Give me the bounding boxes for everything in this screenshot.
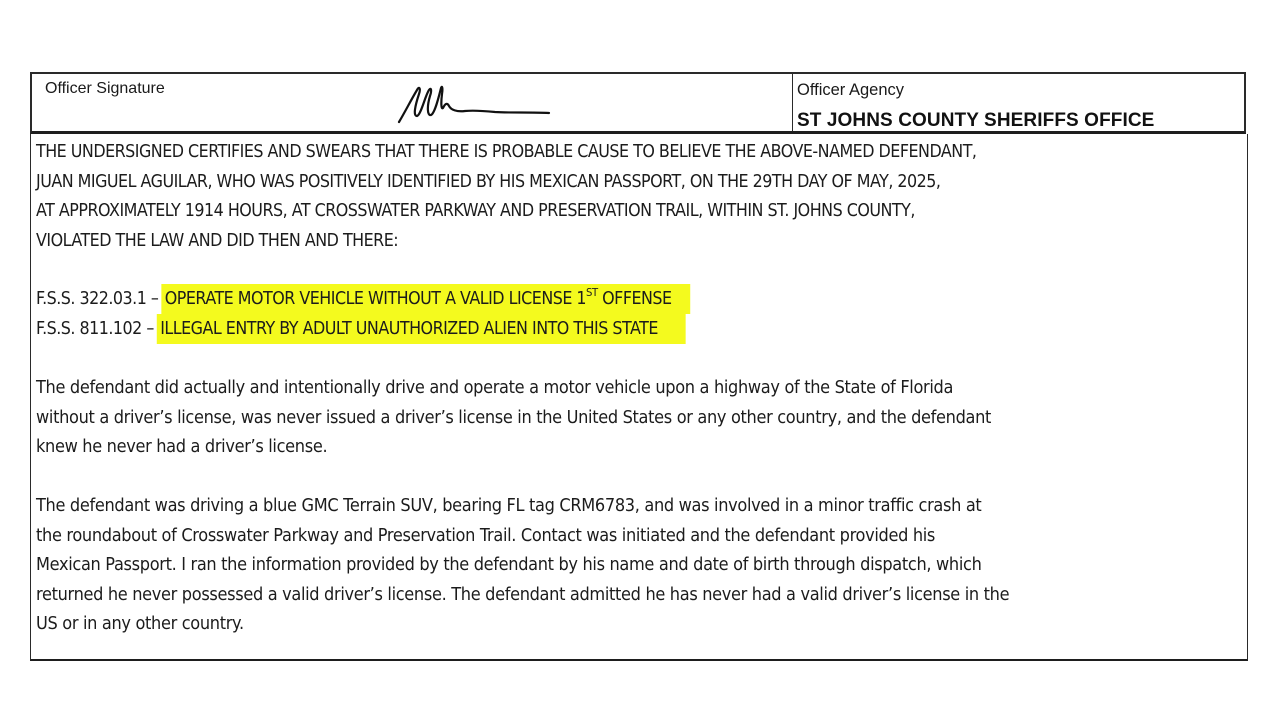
charge-description-highlighted <box>161 284 690 314</box>
officer-agency-label: Officer Agency <box>797 81 905 99</box>
ordinal-suffix: ST <box>586 286 598 299</box>
charge-item <box>36 286 690 309</box>
officer-agency-value: ST JOHNS COUNTY SHERIFFS OFFICE <box>797 110 1155 131</box>
charge-item <box>36 319 685 339</box>
certification-line: AT APPROXIMATELY 1914 HOURS, AT CROSSWATER PARKWAY AND PRESERVATION TRAIL, WITHIN ST. JOHNS COUNTY, <box>36 201 915 221</box>
signature-icon <box>395 82 555 126</box>
officer-signature-label: Officer Signature <box>45 80 165 97</box>
paragraph-line: Mexican Passport. I ran the information provided by the defendant by his name and date of birth through dispatch, which <box>36 555 982 575</box>
paragraph-line: The defendant was driving a blue GMC Terrain SUV, bearing FL tag CRM6783, and was involved in a minor traffic crash at <box>36 496 982 516</box>
charge-description: OPERATE MOTOR VEHICLE WITHOUT A VALID LICENSE 1 <box>164 289 587 309</box>
charge-description-highlighted <box>157 314 686 344</box>
charge-description: ILLEGAL ENTRY BY ADULT UNAUTHORIZED ALIEN INTO THIS STATE <box>160 319 658 339</box>
charge-statute: F.S.S. 811.102 – <box>36 319 154 339</box>
certification-line: VIOLATED THE LAW AND DID THEN AND THERE: <box>36 230 399 251</box>
certification-line: JUAN MIGUEL AGUILAR, WHO WAS POSITIVELY IDENTIFIED BY HIS MEXICAN PASSPORT, ON THE 29TH DAY OF MAY, 2025, <box>36 171 941 192</box>
paragraph-line: knew he never had a driver’s license. <box>36 437 328 457</box>
officer-header-table <box>30 72 1246 134</box>
paragraph-line: without a driver’s license, was never issued a driver’s license in the United States or any other country, and the defendant <box>36 407 992 428</box>
paragraph-line: the roundabout of Crosswater Parkway and Preservation Trail. Contact was initiated and the defendant provided his <box>36 525 936 546</box>
paragraph-line: The defendant did actually and intentionally drive and operate a motor vehicle upon a highway of the State of Florida <box>36 378 954 398</box>
probable-cause-body <box>30 134 1248 661</box>
certification-line: THE UNDERSIGNED CERTIFIES AND SWEARS THAT THERE IS PROBABLE CAUSE TO BELIEVE THE ABOVE-NAMED DEFENDANT, <box>36 142 977 162</box>
paragraph-line: US or in any other country. <box>36 614 244 634</box>
charge-statute: F.S.S. 322.03.1 – <box>36 289 159 309</box>
header-column-divider <box>792 74 793 131</box>
paragraph-line: returned he never possessed a valid driver’s license. The defendant admitted he has never had a valid driver’s license in the <box>36 584 1010 605</box>
charge-description-suffix: OFFENSE <box>597 289 672 309</box>
